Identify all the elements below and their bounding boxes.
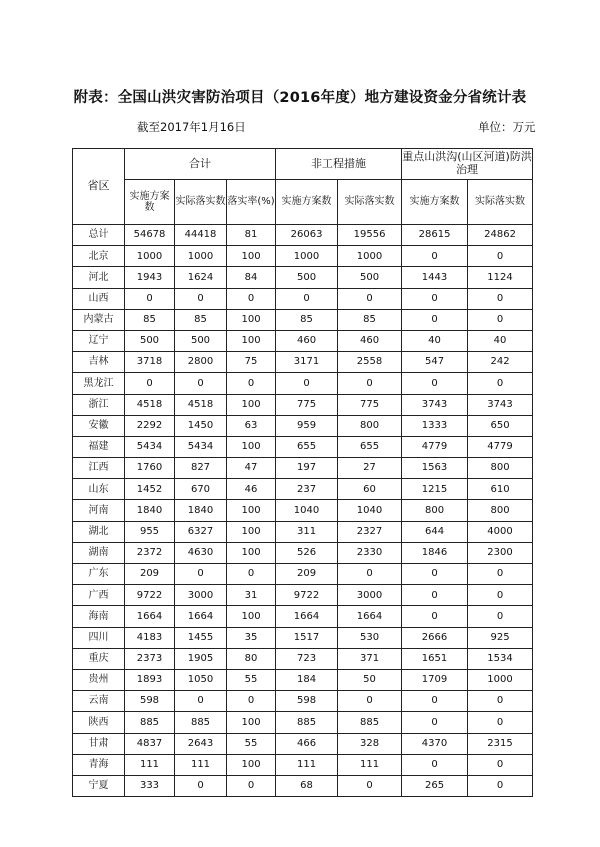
table-row xyxy=(73,458,533,479)
cell-province: 江西 xyxy=(73,458,125,479)
cell-total-actual: 1000 xyxy=(175,246,227,267)
cell-total-rate: 100 xyxy=(227,394,276,415)
table-row xyxy=(73,267,533,288)
table-row xyxy=(73,585,533,606)
cell-gully-actual: 925 xyxy=(468,627,533,648)
cell-total-rate: 0 xyxy=(227,373,276,394)
cell-nonengineering-actual: 3000 xyxy=(338,585,402,606)
cell-gully-actual: 0 xyxy=(468,691,533,712)
cell-nonengineering-plan: 885 xyxy=(276,712,338,733)
cell-nonengineering-actual: 0 xyxy=(338,775,402,796)
cell-nonengineering-actual: 1040 xyxy=(338,500,402,521)
header-plan: 实施方案数 xyxy=(276,180,338,225)
cell-nonengineering-plan: 0 xyxy=(276,373,338,394)
cell-gully-actual: 1534 xyxy=(468,648,533,669)
cell-province: 青海 xyxy=(73,754,125,775)
cell-nonengineering-plan: 655 xyxy=(276,436,338,457)
cell-gully-plan: 0 xyxy=(402,288,468,309)
header-province: 省区 xyxy=(73,149,125,225)
cell-total-rate: 100 xyxy=(227,521,276,542)
cell-total-plan: 1840 xyxy=(125,500,175,521)
header-group-total: 合计 xyxy=(125,149,276,180)
cell-total-actual: 670 xyxy=(175,479,227,500)
cell-nonengineering-actual: 1000 xyxy=(338,246,402,267)
cell-gully-plan: 1846 xyxy=(402,542,468,563)
cell-nonengineering-actual: 371 xyxy=(338,648,402,669)
cell-gully-actual: 0 xyxy=(468,309,533,330)
cell-gully-actual: 0 xyxy=(468,754,533,775)
cell-province: 重庆 xyxy=(73,648,125,669)
cell-nonengineering-actual: 500 xyxy=(338,267,402,288)
cell-total-actual: 6327 xyxy=(175,521,227,542)
cell-province: 内蒙古 xyxy=(73,309,125,330)
cell-gully-actual: 242 xyxy=(468,352,533,373)
cell-total-actual: 4518 xyxy=(175,394,227,415)
table-row xyxy=(73,775,533,796)
cell-nonengineering-plan: 466 xyxy=(276,733,338,754)
table-row xyxy=(73,330,533,351)
cell-nonengineering-plan: 68 xyxy=(276,775,338,796)
cell-total-plan: 2372 xyxy=(125,542,175,563)
cell-province: 辽宁 xyxy=(73,330,125,351)
cell-province: 总计 xyxy=(73,225,125,246)
cell-total-rate: 100 xyxy=(227,712,276,733)
table-row xyxy=(73,754,533,775)
cell-province: 安徽 xyxy=(73,415,125,436)
header-actual: 实际落实数 xyxy=(468,180,533,225)
cell-total-rate: 100 xyxy=(227,542,276,563)
cell-total-plan: 85 xyxy=(125,309,175,330)
cell-province: 湖南 xyxy=(73,542,125,563)
cell-total-plan: 0 xyxy=(125,373,175,394)
cell-nonengineering-plan: 209 xyxy=(276,564,338,585)
cell-total-rate: 35 xyxy=(227,627,276,648)
header-actual: 实际落实数 xyxy=(175,180,227,225)
cell-nonengineering-actual: 2330 xyxy=(338,542,402,563)
header-group-gully: 重点山洪沟(山区河道)防洪治理 xyxy=(402,149,533,180)
cell-province: 北京 xyxy=(73,246,125,267)
cell-total-plan: 3718 xyxy=(125,352,175,373)
cell-total-rate: 100 xyxy=(227,754,276,775)
cell-province: 河北 xyxy=(73,267,125,288)
cell-total-rate: 47 xyxy=(227,458,276,479)
cell-total-actual: 0 xyxy=(175,775,227,796)
cell-total-rate: 84 xyxy=(227,267,276,288)
cell-total-rate: 100 xyxy=(227,606,276,627)
cell-province: 福建 xyxy=(73,436,125,457)
cell-total-actual: 1455 xyxy=(175,627,227,648)
cell-province: 云南 xyxy=(73,691,125,712)
cell-nonengineering-plan: 723 xyxy=(276,648,338,669)
table-row xyxy=(73,288,533,309)
cell-nonengineering-actual: 775 xyxy=(338,394,402,415)
cell-nonengineering-actual: 27 xyxy=(338,458,402,479)
cell-gully-plan: 1215 xyxy=(402,479,468,500)
table-row xyxy=(73,373,533,394)
cell-gully-plan: 2666 xyxy=(402,627,468,648)
cell-nonengineering-plan: 26063 xyxy=(276,225,338,246)
table-row xyxy=(73,669,533,690)
cell-gully-plan: 0 xyxy=(402,712,468,733)
cell-total-actual: 827 xyxy=(175,458,227,479)
cell-total-rate: 100 xyxy=(227,309,276,330)
table-row xyxy=(73,352,533,373)
cell-total-rate: 0 xyxy=(227,691,276,712)
cell-province: 广西 xyxy=(73,585,125,606)
cell-nonengineering-actual: 655 xyxy=(338,436,402,457)
cell-nonengineering-actual: 800 xyxy=(338,415,402,436)
cell-gully-plan: 0 xyxy=(402,373,468,394)
cell-province: 山东 xyxy=(73,479,125,500)
cell-nonengineering-actual: 50 xyxy=(338,669,402,690)
cell-total-rate: 75 xyxy=(227,352,276,373)
cell-nonengineering-plan: 775 xyxy=(276,394,338,415)
table-row xyxy=(73,733,533,754)
cell-nonengineering-plan: 3171 xyxy=(276,352,338,373)
cell-gully-actual: 2300 xyxy=(468,542,533,563)
cell-gully-actual: 24862 xyxy=(468,225,533,246)
cell-nonengineering-actual: 885 xyxy=(338,712,402,733)
cell-total-plan: 955 xyxy=(125,521,175,542)
cell-total-actual: 0 xyxy=(175,691,227,712)
cell-nonengineering-plan: 959 xyxy=(276,415,338,436)
table-row xyxy=(73,500,533,521)
cell-gully-actual: 4000 xyxy=(468,521,533,542)
cell-nonengineering-actual: 60 xyxy=(338,479,402,500)
cell-nonengineering-plan: 184 xyxy=(276,669,338,690)
cell-province: 陕西 xyxy=(73,712,125,733)
cell-total-plan: 9722 xyxy=(125,585,175,606)
cell-province: 吉林 xyxy=(73,352,125,373)
cell-total-plan: 1893 xyxy=(125,669,175,690)
cell-total-rate: 80 xyxy=(227,648,276,669)
cell-gully-plan: 800 xyxy=(402,500,468,521)
cell-gully-plan: 0 xyxy=(402,691,468,712)
cell-nonengineering-actual: 0 xyxy=(338,691,402,712)
cell-gully-actual: 4779 xyxy=(468,436,533,457)
cell-nonengineering-plan: 526 xyxy=(276,542,338,563)
cell-nonengineering-plan: 460 xyxy=(276,330,338,351)
table-row xyxy=(73,415,533,436)
cell-gully-plan: 1651 xyxy=(402,648,468,669)
cell-gully-plan: 0 xyxy=(402,606,468,627)
cell-gully-actual: 40 xyxy=(468,330,533,351)
cell-total-rate: 81 xyxy=(227,225,276,246)
cell-total-actual: 1450 xyxy=(175,415,227,436)
cell-province: 甘肃 xyxy=(73,733,125,754)
cell-total-rate: 0 xyxy=(227,564,276,585)
cell-nonengineering-plan: 598 xyxy=(276,691,338,712)
cell-province: 四川 xyxy=(73,627,125,648)
cell-nonengineering-actual: 19556 xyxy=(338,225,402,246)
table-row xyxy=(73,225,533,246)
cell-nonengineering-plan: 0 xyxy=(276,288,338,309)
table-row xyxy=(73,648,533,669)
table-row xyxy=(73,521,533,542)
cell-gully-plan: 4370 xyxy=(402,733,468,754)
table-row xyxy=(73,691,533,712)
cell-gully-plan: 1563 xyxy=(402,458,468,479)
cell-total-rate: 100 xyxy=(227,330,276,351)
cell-gully-plan: 4779 xyxy=(402,436,468,457)
cell-gully-plan: 547 xyxy=(402,352,468,373)
cell-total-plan: 885 xyxy=(125,712,175,733)
table-row xyxy=(73,394,533,415)
cell-total-actual: 111 xyxy=(175,754,227,775)
cell-total-plan: 4183 xyxy=(125,627,175,648)
header-plan: 实施方案数 xyxy=(402,180,468,225)
cell-total-rate: 100 xyxy=(227,246,276,267)
cell-nonengineering-plan: 9722 xyxy=(276,585,338,606)
table-row xyxy=(73,542,533,563)
date-note: 截至2017年1月16日 xyxy=(137,120,246,134)
table-row xyxy=(73,309,533,330)
cell-gully-actual: 0 xyxy=(468,585,533,606)
unit-note: 单位：万元 xyxy=(478,120,536,134)
cell-gully-plan: 28615 xyxy=(402,225,468,246)
cell-nonengineering-actual: 460 xyxy=(338,330,402,351)
cell-nonengineering-actual: 530 xyxy=(338,627,402,648)
table-row xyxy=(73,246,533,267)
cell-gully-plan: 265 xyxy=(402,775,468,796)
cell-nonengineering-actual: 2327 xyxy=(338,521,402,542)
cell-gully-actual: 610 xyxy=(468,479,533,500)
cell-nonengineering-actual: 328 xyxy=(338,733,402,754)
cell-gully-plan: 3743 xyxy=(402,394,468,415)
cell-total-rate: 46 xyxy=(227,479,276,500)
cell-nonengineering-actual: 2558 xyxy=(338,352,402,373)
cell-gully-plan: 40 xyxy=(402,330,468,351)
cell-nonengineering-actual: 1664 xyxy=(338,606,402,627)
cell-gully-actual: 0 xyxy=(468,246,533,267)
cell-total-actual: 44418 xyxy=(175,225,227,246)
table-row xyxy=(73,606,533,627)
table-row xyxy=(73,479,533,500)
header-plan: 实施方案数 xyxy=(125,180,175,225)
cell-total-actual: 500 xyxy=(175,330,227,351)
cell-total-actual: 0 xyxy=(175,564,227,585)
cell-total-actual: 0 xyxy=(175,288,227,309)
cell-province: 湖北 xyxy=(73,521,125,542)
cell-gully-plan: 1443 xyxy=(402,267,468,288)
cell-total-rate: 31 xyxy=(227,585,276,606)
cell-gully-actual: 0 xyxy=(468,606,533,627)
cell-gully-actual: 2315 xyxy=(468,733,533,754)
cell-gully-actual: 800 xyxy=(468,500,533,521)
cell-total-plan: 111 xyxy=(125,754,175,775)
cell-nonengineering-actual: 111 xyxy=(338,754,402,775)
cell-gully-actual: 800 xyxy=(468,458,533,479)
cell-total-actual: 1050 xyxy=(175,669,227,690)
table-row xyxy=(73,436,533,457)
cell-total-actual: 3000 xyxy=(175,585,227,606)
cell-total-rate: 63 xyxy=(227,415,276,436)
cell-gully-plan: 1333 xyxy=(402,415,468,436)
cell-province: 贵州 xyxy=(73,669,125,690)
cell-province: 山西 xyxy=(73,288,125,309)
cell-total-actual: 1905 xyxy=(175,648,227,669)
cell-nonengineering-plan: 1040 xyxy=(276,500,338,521)
cell-nonengineering-actual: 0 xyxy=(338,373,402,394)
cell-gully-actual: 650 xyxy=(468,415,533,436)
cell-nonengineering-plan: 500 xyxy=(276,267,338,288)
cell-gully-plan: 0 xyxy=(402,246,468,267)
cell-gully-plan: 0 xyxy=(402,564,468,585)
cell-total-plan: 2292 xyxy=(125,415,175,436)
cell-total-plan: 1452 xyxy=(125,479,175,500)
cell-total-plan: 598 xyxy=(125,691,175,712)
cell-total-plan: 0 xyxy=(125,288,175,309)
page-title: 附表：全国山洪灾害防治项目（2016年度）地方建设资金分省统计表 xyxy=(73,90,527,106)
cell-total-actual: 1840 xyxy=(175,500,227,521)
table-header xyxy=(73,149,533,225)
cell-nonengineering-plan: 197 xyxy=(276,458,338,479)
cell-gully-actual: 0 xyxy=(468,775,533,796)
cell-total-plan: 2373 xyxy=(125,648,175,669)
table-body xyxy=(73,225,533,797)
cell-total-plan: 333 xyxy=(125,775,175,796)
table-row xyxy=(73,564,533,585)
header-rate: 落实率(%) xyxy=(227,180,276,225)
cell-province: 海南 xyxy=(73,606,125,627)
cell-province: 宁夏 xyxy=(73,775,125,796)
funding-table xyxy=(72,148,533,797)
cell-nonengineering-plan: 1000 xyxy=(276,246,338,267)
cell-gully-actual: 0 xyxy=(468,288,533,309)
cell-gully-actual: 3743 xyxy=(468,394,533,415)
cell-nonengineering-plan: 1517 xyxy=(276,627,338,648)
cell-gully-actual: 1124 xyxy=(468,267,533,288)
cell-total-plan: 1664 xyxy=(125,606,175,627)
cell-gully-actual: 0 xyxy=(468,373,533,394)
cell-province: 浙江 xyxy=(73,394,125,415)
cell-gully-plan: 644 xyxy=(402,521,468,542)
header-group-nonengineering: 非工程措施 xyxy=(276,149,402,180)
header-actual: 实际落实数 xyxy=(338,180,402,225)
cell-total-actual: 5434 xyxy=(175,436,227,457)
cell-total-actual: 1664 xyxy=(175,606,227,627)
cell-total-plan: 4518 xyxy=(125,394,175,415)
cell-gully-plan: 0 xyxy=(402,585,468,606)
table-row xyxy=(73,627,533,648)
cell-province: 河南 xyxy=(73,500,125,521)
cell-gully-actual: 0 xyxy=(468,564,533,585)
cell-total-actual: 1624 xyxy=(175,267,227,288)
cell-nonengineering-plan: 237 xyxy=(276,479,338,500)
cell-nonengineering-actual: 0 xyxy=(338,564,402,585)
cell-total-actual: 885 xyxy=(175,712,227,733)
cell-total-actual: 4630 xyxy=(175,542,227,563)
cell-total-actual: 0 xyxy=(175,373,227,394)
table-row xyxy=(73,712,533,733)
cell-nonengineering-plan: 1664 xyxy=(276,606,338,627)
cell-nonengineering-actual: 85 xyxy=(338,309,402,330)
cell-nonengineering-plan: 311 xyxy=(276,521,338,542)
cell-nonengineering-plan: 85 xyxy=(276,309,338,330)
cell-gully-plan: 1709 xyxy=(402,669,468,690)
cell-total-plan: 1760 xyxy=(125,458,175,479)
cell-total-rate: 0 xyxy=(227,775,276,796)
cell-total-plan: 1943 xyxy=(125,267,175,288)
cell-total-plan: 54678 xyxy=(125,225,175,246)
cell-total-plan: 1000 xyxy=(125,246,175,267)
cell-total-plan: 500 xyxy=(125,330,175,351)
cell-total-rate: 100 xyxy=(227,436,276,457)
cell-total-plan: 209 xyxy=(125,564,175,585)
cell-total-plan: 5434 xyxy=(125,436,175,457)
cell-gully-actual: 1000 xyxy=(468,669,533,690)
cell-province: 黑龙江 xyxy=(73,373,125,394)
cell-total-rate: 55 xyxy=(227,669,276,690)
cell-province: 广东 xyxy=(73,564,125,585)
cell-total-rate: 0 xyxy=(227,288,276,309)
cell-total-actual: 2643 xyxy=(175,733,227,754)
cell-total-actual: 85 xyxy=(175,309,227,330)
cell-nonengineering-actual: 0 xyxy=(338,288,402,309)
cell-total-rate: 100 xyxy=(227,500,276,521)
cell-gully-plan: 0 xyxy=(402,309,468,330)
cell-gully-actual: 0 xyxy=(468,712,533,733)
cell-total-actual: 2800 xyxy=(175,352,227,373)
cell-total-rate: 55 xyxy=(227,733,276,754)
cell-nonengineering-plan: 111 xyxy=(276,754,338,775)
cell-gully-plan: 0 xyxy=(402,754,468,775)
cell-total-plan: 4837 xyxy=(125,733,175,754)
